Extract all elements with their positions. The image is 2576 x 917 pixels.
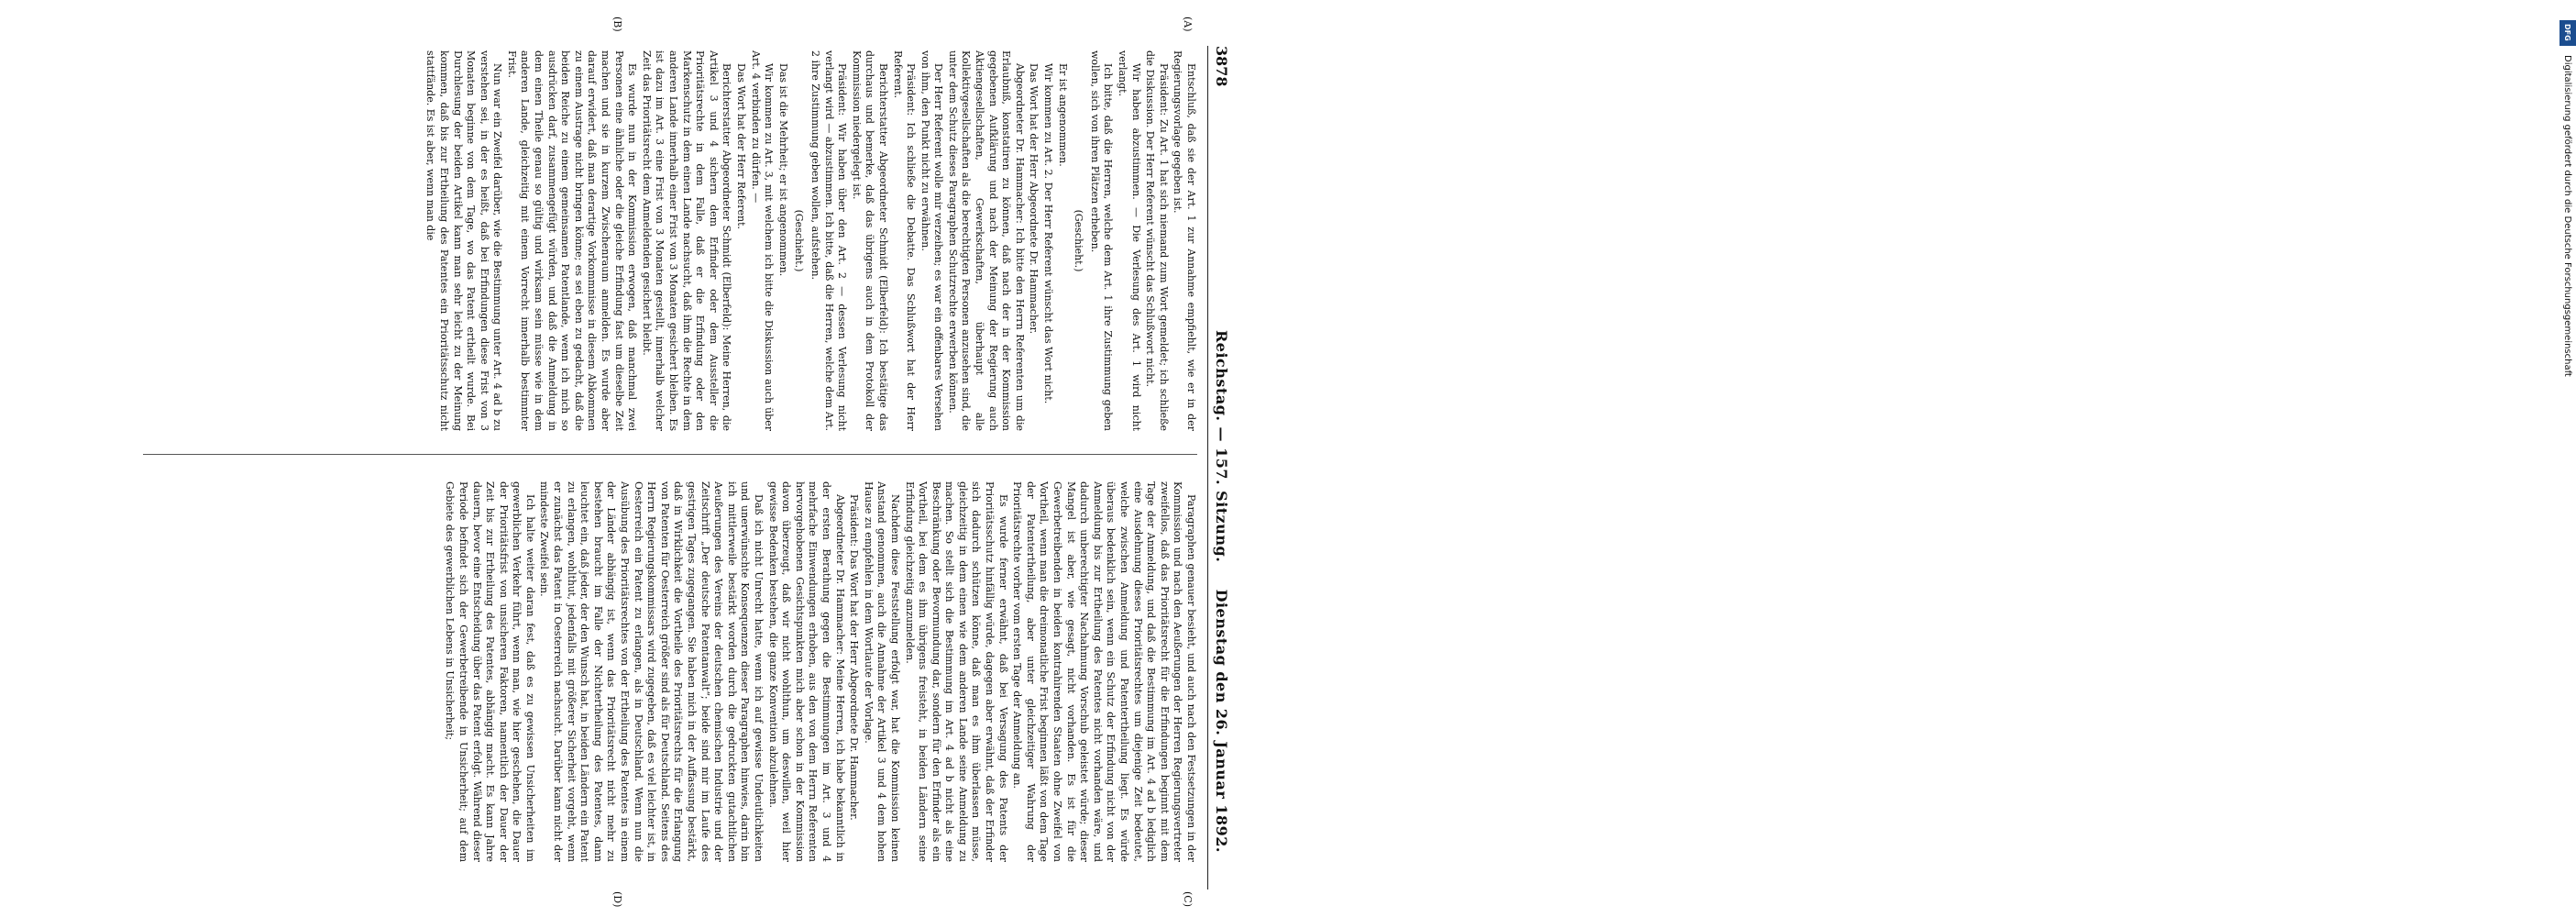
paragraph: Das ist die Mehrheit; er ist angenommen. [776,63,789,277]
margin-mark-c: (C) [1182,891,1194,907]
scanned-page [0,0,1265,917]
paragraph: Wir kommen zu Art. 3, mit welchem ich bitte die Diskussion auch über Art. 4 verbinden zu dürfen. — [749,50,776,431]
session-title: Reichstag. — 157. Sitzung. [1213,330,1230,563]
paragraph: Nun war ein Zweifel darüber, wie die Bestimmung unter Art. 4 ad b zu verstehen sei, in der es heißt, daß bei Erfindungen diese Frist von 3 Monaten beginne von dem Tage, wo das Patent ertheilt wurde. Bei Durchlesung der beiden Artikel kann man sehr leicht zu der Meinung kommen, daß bis zur Ertheilung des Patentes ein Prioritätsschutz nicht stattfände. Es ist aber, wenn man die [424,50,504,431]
paragraph: Ich halte weiter daran fest, daß es zu gewissen Unsicherheiten im gewerblichen Verkehr führt, wenn man, wie hier geschehen, die Dauer der Prioritätsfrist von unsicheren Faktoren, namentlich der Dauer der Zeit bis zur Ertheilung des Patentes, abhängig macht. Es kann Jahre dauern, bevor eine Entscheidung über das Patent erfolgt. Während dieser Periode befindet sich der Gewerbetreibende in Unsicherheit; auf dem Gebiete des gewerblichen Lebens in Unsicherheit; [444,481,536,862]
paragraph: Wir haben abzustimmen. — Die Verlesung des Art. 1 wird nicht verlangt. [1117,50,1142,431]
digitization-credit [2558,18,2576,899]
paragraph: Nachdem diese Feststellung erfolgt war, hat die Kommission keinen Anstand genommen, auch die Annahme der Artikel 3 und 4 dem hohen Hause zu empfehlen in dem Wortlaute der Vorlage. [862,481,901,862]
paragraph: Entschluß, daß sie der Art. 1 zur Annahme empfiehlt, wie er in der Regierungsvorlage gegeben ist. [1172,50,1197,431]
paragraph: Berichterstatter Abgeordneter Schmidt (Elberfeld): Ich bestätige das durchaus und bemerke, daß das übrigens auch in dem Protokoll der Kommission niedergelegt ist. [850,50,889,431]
paragraph: (Geschieht.) [1073,209,1085,272]
right-text-column [442,481,1197,862]
margin-mark-a: (A) [1182,17,1194,32]
paragraph: Abgeordneter Dr. Hammacher: Ich bitte den Herrn Referenten um die Erlaubniß, konstatiren zu können, daß nach der in der Kommission gegebenen Aufklärung und nach der Meinung der Regierung auch Aktiengesellschaften, Gewerkschaften, überhaupt alle Kollektivgesellschaften als die berechtigten Personen anzusehen sind, die unter dem Schutz dieses Paragraphen Schutzrechte erwerben können. [946,50,1026,431]
paragraph: Wir kommen zu Art. 2. Der Herr Referent wünscht das Wort nicht. [1042,63,1055,404]
dfg-logo: DFG [2559,20,2576,46]
paragraph: Berichterstatter Abgeordneter Schmidt (Elberfeld): Meine Herren, die Artikel 3 und 4 sichern dem Erfinder oder dem Aussteller die Prioritätsrechte in dem Falle, daß er die Erfindung oder den Markenschutz in dem einen Lande nachsucht, daß ihm die Rechte in dem anderen Lande innerhalb einer Frist von 3 Monaten gesichert bleiben. Es ist dazu im Art. 3 eine Frist von 3 Monaten gestellt, innerhalb welcher Zeit das Prioritätsrecht dem Anmeldenden gesichert bleibt. [640,50,733,431]
paragraph: Präsident: Wir haben über den Art. 2 — dessen Verlesung nicht verlangt wird — abzustimmen. Ich bitte, daß die Herren, welche dem Art. 2 ihre Zustimmung geben wollen, aufstehen. [809,50,849,431]
page-number: 3878 [1213,46,1230,87]
paragraph: Präsident: Ich schließe die Debatte. Das Schlußwort hat der Herr Referent. [891,50,918,431]
paragraph: Er ist angenommen. [1056,63,1069,167]
column-divider [143,454,1197,455]
paragraph: Ich bitte, daß die Herren, welche dem Art. 1 ihre Zustimmung geben wollen, sich von ihren Plätzen erheben. [1088,50,1115,431]
paragraph: Das Wort hat der Herr Abgeordnete Dr. Hammacher. [1028,63,1040,335]
paragraph: Präsident: Zu Art. 1 hat sich niemand zum Wort gemeldet; ich schließe die Diskussion. Der Herr Referent wünscht das Schlußwort nicht. [1144,50,1170,431]
paragraph: Das Wort hat der Herr Referent. [735,63,747,230]
paragraph: Abgeordneter Dr. Hammacher: Meine Herren, ich habe bekanntlich in der ersten Berathung gegen die Bestimmungen im Art. 3 und 4 mehrfache Einwendungen erhoben, aus den von dem Herrn Referenten hervorgehobenen Gesichtspunkten mich aber schon in der Kommission davon überzeugt, daß wir nicht wohlthun, um deswillen, weil hier gewisse Bedenken bestehen, die ganze Konvention abzulehnen. [766,481,846,862]
session-date: Dienstag den 26. Januar 1892. [1213,589,1230,853]
margin-mark-d: (D) [611,891,623,908]
header-rule [1207,46,1208,889]
paragraph: Der Herr Referent wolle mir verzeihen; es war ein offenbares Versehen von ihm, den Punkt nicht zu erwähnen. [919,50,945,431]
page-header [1195,46,1232,889]
paragraph: Paragraphen genauer besieht, und auch nach den Festsetzungen in der Kommission und nach den Aeußerungen der Herren Regierungsvertreter zweifellos, daß das Prioritätsrecht für die Erfindungen beginnt mit dem Tage der Anmeldung, und daß die Bestimmung im Art. 4 ad b lediglich eine Ausdehnung dieses Prioritätsrechtes um diejenige Zeit bedeutet, welche zwischen Anmeldung und Patentertheilung liegt. Es würde überaus bedenklich sein, wenn ein Schutz der Erfindung nicht von der Anmeldung bis zur Ertheilung des Patentes nicht vorhanden wäre, und dadurch unberechtigter Nachahmung Vorschub geleistet würde; dieser Mangel ist aber, wie gesagt, nicht vorhanden. Es ist für die Gewerbetreibenden in beiden kontrahirenden Staaten ohne Zweifel von Vortheil, wenn man die dreimonatliche Frist beginnen läßt von dem Tage der Patentertheilung, aber unter gleichzeitiger Wahrung der Prioritätsrechte vorher vom ersten Tage der Anmeldung an. [1011,481,1197,862]
paragraph: (Geschieht.) [793,209,806,272]
margin-mark-b: (B) [611,17,623,32]
left-text-column [423,50,1197,431]
paragraph: Es wurde ferner erwähnt, daß bei Versagung des Patents der Prioritätsschutz hinfällig würde, dagegen aber erwähnt, daß der Erfinder sich dadurch schützen könne, daß man es ihm überlassen müsse, gleichzeitig in dem einen wie dem anderen Lande seine Anmeldung zu machen. So stellt sich die Bestimmung im Art. 4 ad b nicht als eine Beschränkung oder Bevormundung dar, sondern für den Erfinder als ein Vortheil, bei dem es ihm übrigens freisteht, in beiden Ländern seine Erfindung gleichzeitig anzumelden. [903,481,1009,862]
paragraph: Daß ich nicht Unrecht hatte, wenn ich auf gewisse Undeutlichkeiten und unerwünschte Konsequenzen dieser Paragraphen hinwies, darin bin ich mittlerweile bestärkt worden durch die gedruckten gutachtlichen Aeußerungen des Vereins der deutschen chemischen Industrie und der Zeitschrift „Der deutsche Patentanwalt“; beide sind mir im Laufe des gestrigen Tages zugegangen. Sie haben mich in der Auffassung bestärkt, daß in Wirklichkeit die Vortheile des Prioritätsrechts für die Erlangung von Patenten für Oesterreich größer sind als für Deutschland. Seitens des Herrn Regierungskommissars wird zugegeben, daß es viel leichter ist, in Oesterreich ein Patent zu erlangen, als in Deutschland. Wenn nun die Ausübung des Prioritätsrechtes von der Ertheilung des Patentes in einem der Länder abhängig ist, wenn das Prioritätsrecht nicht mehr zu bestehen braucht im Falle der Nichtertheilung des Patentes, dann leuchtet ein, daß jeder, der den Wunsch hat, in beiden Ländern ein Patent zu erlangen, wohlthut, jedenfalls mit größerer Sicherheit vorgeht, wenn er zunächst das Patent in Oesterreich nachsucht. Darüber kann nicht der mindeste Zweifel sein. [538,481,765,862]
credit-text: Digitalisierung gefördert durch die Deutsche Forschungsgemeinschaft [2562,55,2572,377]
paragraph: Es wurde nun in der Kommission erwogen, daß manchmal zwei Personen eine ähnliche oder die gleiche Erfindung fast um dieselbe Zeit machen und sie in kurzem Zwischenraum anmelden. Es wurde aber darauf erwidert, daß man derartige Vorkommnisse in diesem Abkommen zu einem Austrage nicht bringen könne; es sei eben zu gedacht, daß die beiden Reiche zu einem gemeinsamen Patentlande, wenn ich mich so ausdrücken darf, zusammengefügt würden, und daß die Anmeldung in dem einen Theile genau so gültig und wirksam sein müsse wie in dem anderen Lande, gleichzeitig mit einem Vorrecht innerhalb bestimmter Frist. [505,50,639,431]
credit-sidebar [1265,0,2572,917]
paragraph: Präsident: Das Wort hat der Herr Abgeordnete Dr. Hammacher. [848,494,861,821]
